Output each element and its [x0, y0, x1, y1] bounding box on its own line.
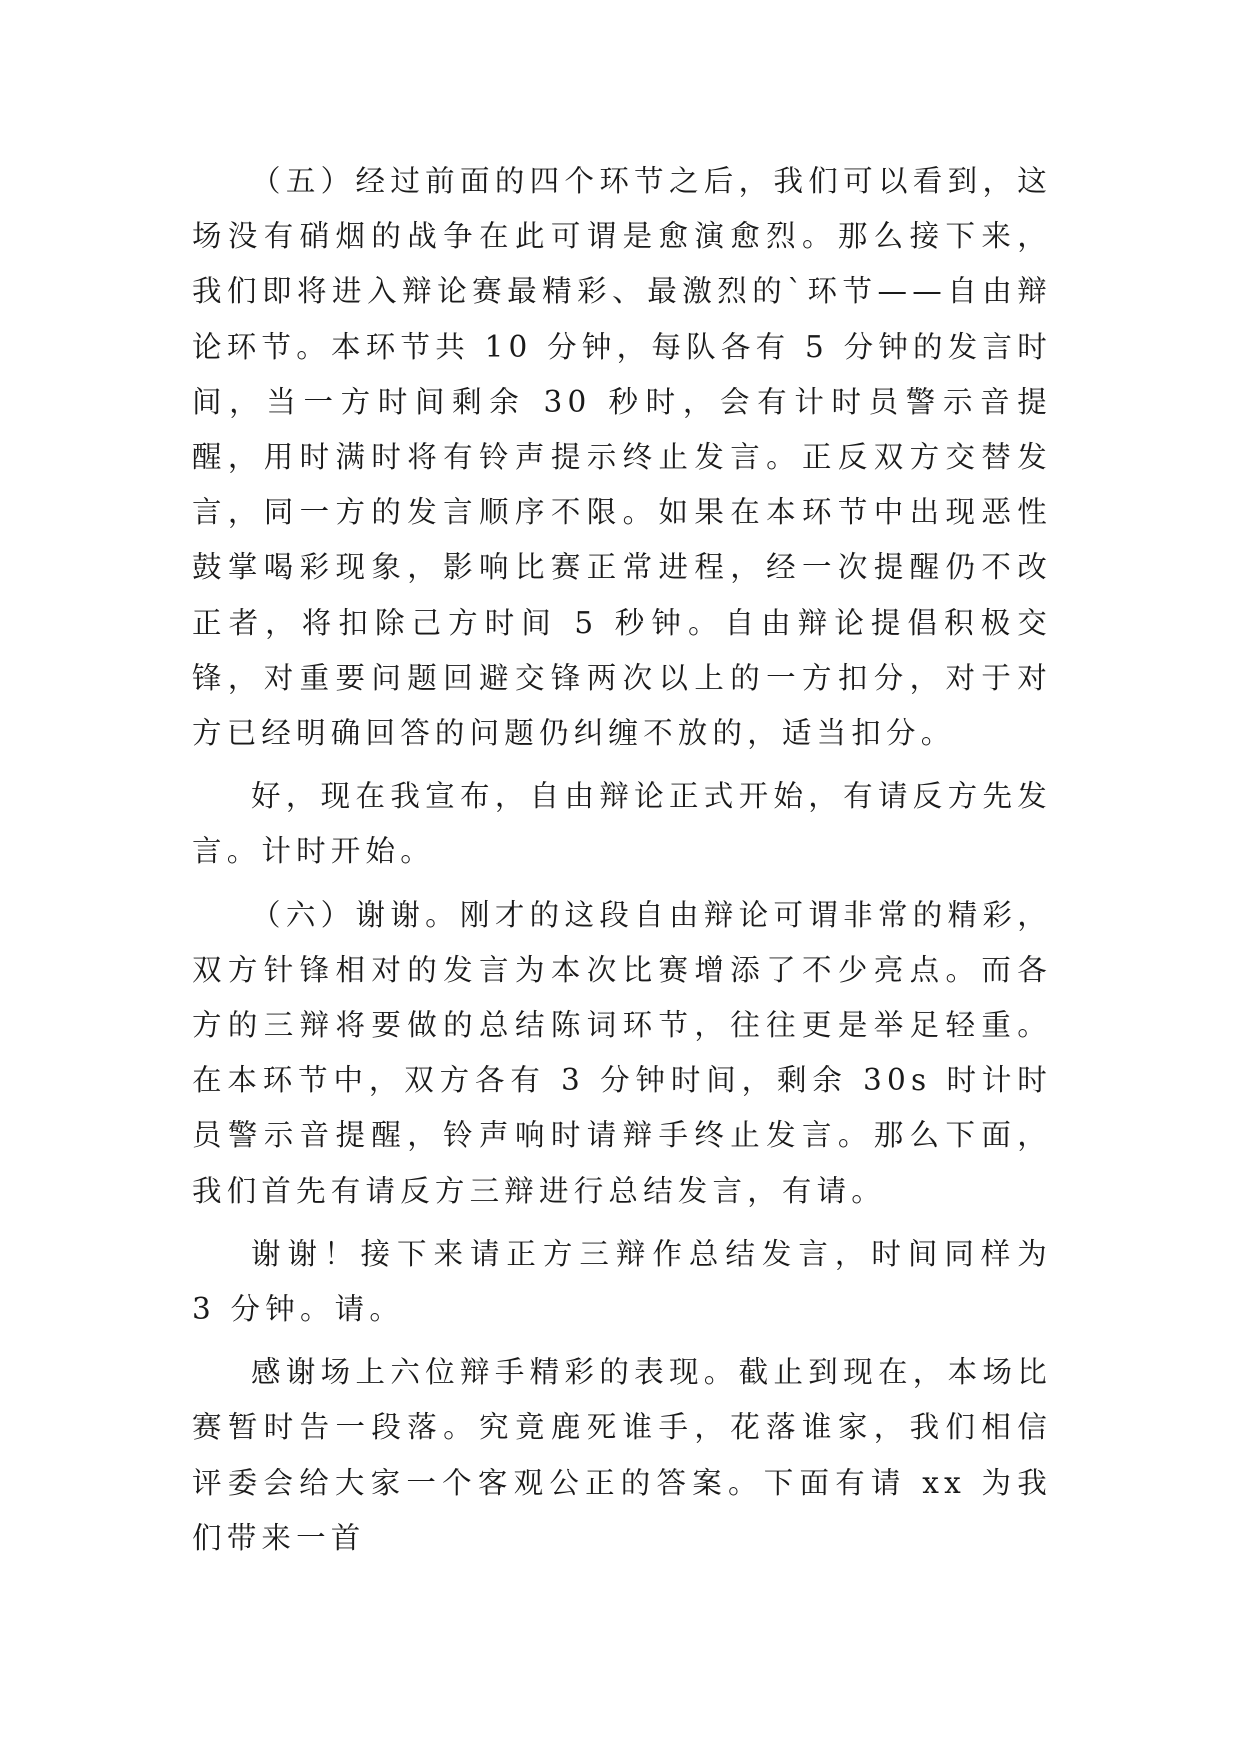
- paragraph-free-debate-intro: （五）经过前面的四个环节之后，我们可以看到，这场没有硝烟的战争在此可谓是愈演愈烈。那么接下来，我们即将进入辩论赛最精彩、最激烈的`环节——自由辩论环节。本环节共 10 分钟，每队各有 5 分钟的发言时间，当一方时间剩余 30 秒时，会有计时员警示音提醒，用时满时将有铃声提示终止发言。正反双方交替发言，同一方的发言顺序不限。如果在本环节中出现恶性鼓掌喝彩现象，影响比赛正常进程，经一次提醒仍不改正者，将扣除己方时间 5 秒钟。自由辩论提倡积极交锋，对重要问题回避交锋两次以上的一方扣分，对于对方已经明确回答的问题仍纠缠不放的，适当扣分。: [192, 164, 1052, 751]
- paragraph-free-debate-start: 好，现在我宣布，自由辩论正式开始，有请反方先发言。计时开始。: [192, 779, 1052, 869]
- document-body: [192, 154, 1052, 1574]
- paragraph-affirmative-closing: 谢谢！接下来请正方三辩作总结发言，时间同样为 3 分钟。请。: [192, 1236, 1052, 1327]
- paragraph-thanks-debaters: 感谢场上六位辩手精彩的表现。截止到现在，本场比赛暂时告一段落。究竟鹿死谁手，花落谁家，我们相信评委会给大家一个客观公正的答案。下面有请 xx 为我们带来一首: [192, 1355, 1052, 1555]
- paragraph-closing-statements-intro: （六）谢谢。刚才的这段自由辩论可谓非常的精彩，双方针锋相对的发言为本次比赛增添了不少亮点。而各方的三辩将要做的总结陈词环节，往往更是举足轻重。在本环节中，双方各有 3 分钟时间，剩余 30s 时计时员警示音提醒，铃声响时请辩手终止发言。那么下面，我们首先有请反方三辩进行总结发言，有请。: [192, 897, 1052, 1208]
